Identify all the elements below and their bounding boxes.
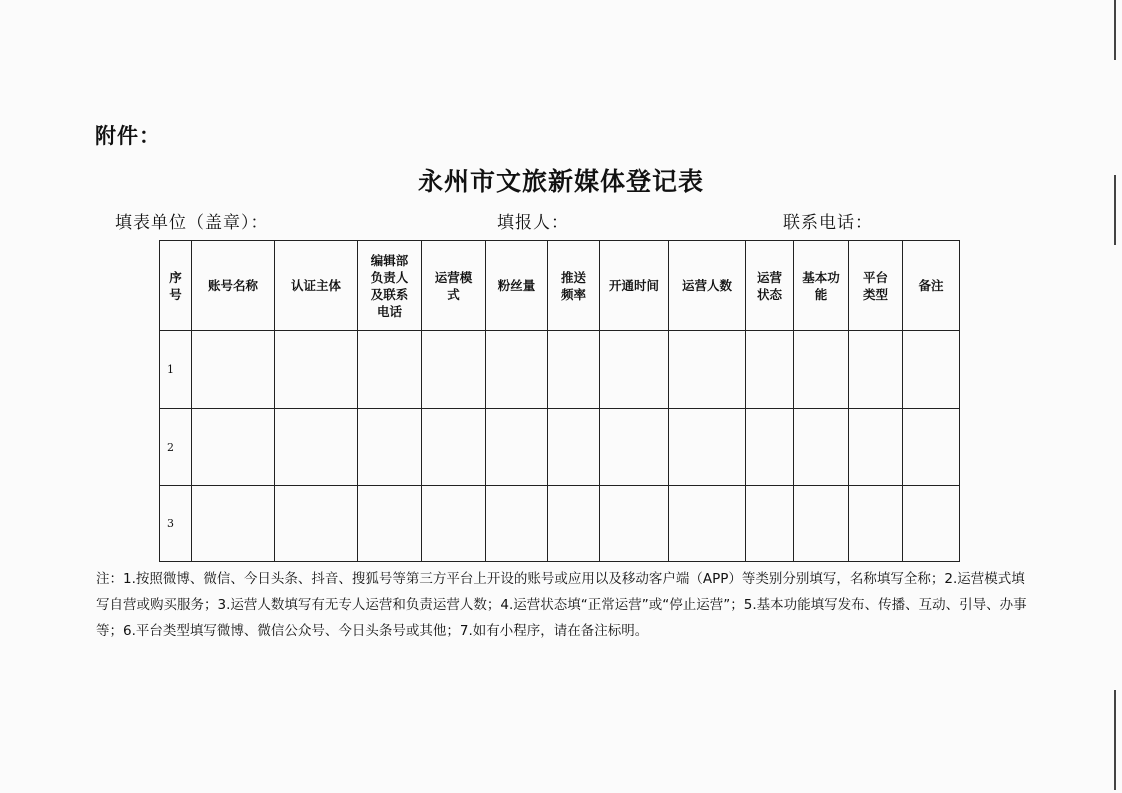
filling-unit-label: 填表单位（盖章）： <box>115 213 269 233</box>
header-fans: 粉丝量 <box>486 241 548 331</box>
scan-edge-mark <box>1114 175 1116 245</box>
registration-table <box>159 240 960 562</box>
table-row <box>160 409 960 486</box>
row-number: 1 <box>160 331 192 409</box>
scan-edge-mark <box>1114 0 1116 60</box>
header-platform-type: 平台 类型 <box>849 241 903 331</box>
scan-edge-mark <box>1114 690 1116 790</box>
filler-label: 填报人： <box>497 213 569 233</box>
table-header-row <box>160 241 960 331</box>
table-row <box>160 486 960 562</box>
header-account-name: 账号名称 <box>192 241 275 331</box>
table-row <box>160 331 960 409</box>
header-seq: 序 号 <box>160 241 192 331</box>
header-open-time: 开通时间 <box>600 241 669 331</box>
header-editor-contact: 编辑部 负责人 及联系 电话 <box>358 241 422 331</box>
attachment-label: 附件： <box>95 124 161 148</box>
header-push-frequency: 推送 频率 <box>548 241 600 331</box>
header-certified-entity: 认证主体 <box>275 241 358 331</box>
header-remarks: 备注 <box>903 241 960 331</box>
row-number: 2 <box>160 409 192 486</box>
row-number: 3 <box>160 486 192 562</box>
header-operation-status: 运营 状态 <box>746 241 794 331</box>
contact-phone-label: 联系电话： <box>783 213 873 233</box>
header-operation-mode: 运营模 式 <box>422 241 486 331</box>
header-basic-function: 基本功 能 <box>794 241 849 331</box>
form-title: 永州市文旅新媒体登记表 <box>417 167 704 196</box>
header-staff-count: 运营人数 <box>669 241 746 331</box>
footnote: 注：1.按照微博、微信、今日头条、抖音、搜狐号等第三方平台上开设的账号或应用以及移动客户端（APP）等类别分别填写，名称填写全称；2.运营模式填写自营或购买服务；3.运营人数填写有无专人运营和负责运营人数；4.运营状态填“正常运营”或“停止运营”；5.基本功能填写发布、传播、互动、引导、办事等；6.平台类型填写微博、微信公众号、今日头条号或其他；7.如有小程序，请在备注标明。 <box>96 571 1027 639</box>
